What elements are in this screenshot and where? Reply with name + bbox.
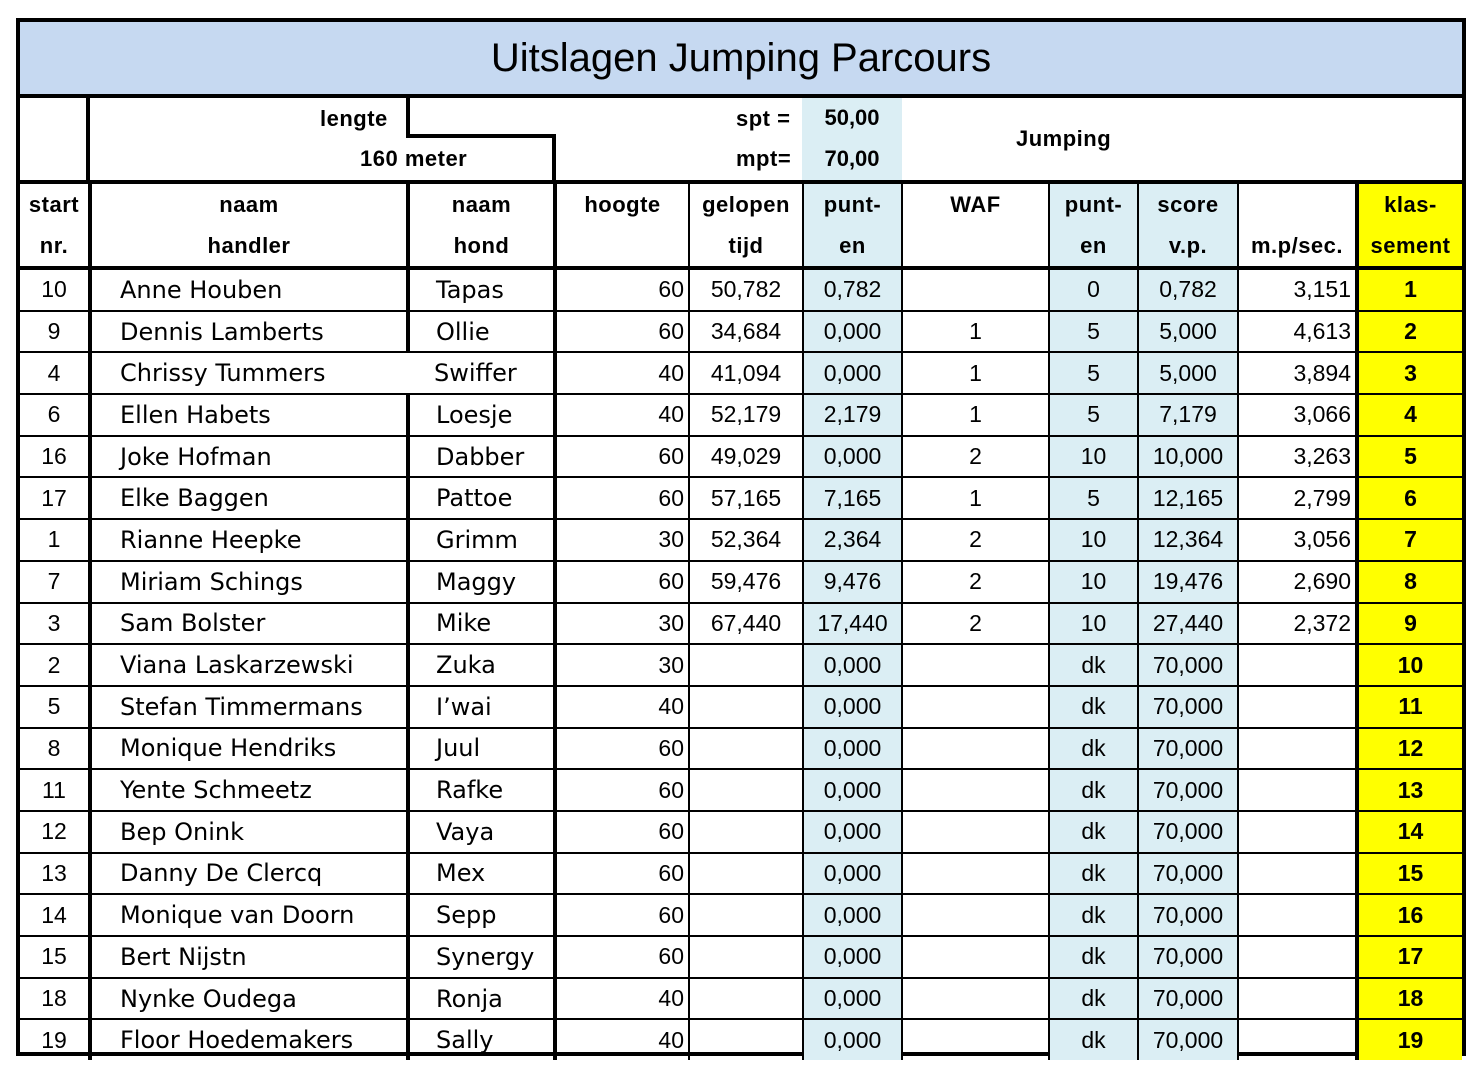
cell-dog: Dabber xyxy=(408,436,555,478)
cell-handler: Bert Nijstn xyxy=(90,936,408,978)
cell-height: 60 xyxy=(555,561,689,603)
cell-waf-points: dk xyxy=(1049,769,1138,811)
cell-score: 70,000 xyxy=(1138,728,1238,770)
cell-time: 59,476 xyxy=(689,561,803,603)
meta-divider xyxy=(86,98,90,180)
cell-height: 60 xyxy=(555,936,689,978)
cell-height: 60 xyxy=(555,728,689,770)
cell-waf: 2 xyxy=(902,561,1049,603)
table-row xyxy=(20,936,1462,978)
cell-dog: Synergy xyxy=(408,936,555,978)
header-rank: klas- xyxy=(1357,184,1462,225)
cell-score: 70,000 xyxy=(1138,1019,1238,1060)
cell-handler: Bep Onink xyxy=(90,811,408,853)
cell-handler: Anne Houben xyxy=(90,268,408,311)
cell-rank: 14 xyxy=(1357,811,1462,853)
cell-start: 2 xyxy=(20,644,90,686)
cell-rank: 3 xyxy=(1357,352,1462,394)
cell-time-points: 0,000 xyxy=(803,728,902,770)
cell-speed xyxy=(1238,644,1357,686)
cell-handler: Sam Bolster xyxy=(90,603,408,645)
header-start: nr. xyxy=(20,225,90,268)
cell-score: 12,165 xyxy=(1138,477,1238,519)
cell-height: 60 xyxy=(555,436,689,478)
cell-score: 12,364 xyxy=(1138,519,1238,561)
cell-waf-points: 5 xyxy=(1049,477,1138,519)
spt-value: 50,00 xyxy=(802,98,902,138)
cell-height: 60 xyxy=(555,894,689,936)
cell-rank: 19 xyxy=(1357,1019,1462,1060)
cell-waf xyxy=(902,728,1049,770)
cell-time-points: 17,440 xyxy=(803,603,902,645)
table-row xyxy=(20,811,1462,853)
cell-handler: Stefan Timmermans xyxy=(90,686,408,728)
lengte-label: lengte xyxy=(320,106,388,131)
cell-score: 10,000 xyxy=(1138,436,1238,478)
cell-dog: Pattoe xyxy=(408,477,555,519)
cell-speed xyxy=(1238,853,1357,895)
cell-rank: 9 xyxy=(1357,603,1462,645)
cell-dog: Maggy xyxy=(408,561,555,603)
cell-height: 40 xyxy=(555,978,689,1020)
cell-speed: 3,066 xyxy=(1238,394,1357,436)
cell-time-points: 2,364 xyxy=(803,519,902,561)
cell-time-points: 0,000 xyxy=(803,352,902,394)
cell-start: 10 xyxy=(41,276,67,303)
header-time: tijd xyxy=(689,225,803,268)
cell-waf: 2 xyxy=(902,603,1049,645)
cell-waf-points: 10 xyxy=(1049,519,1138,561)
cell-time-points: 9,476 xyxy=(803,561,902,603)
cell-waf-points: 10 xyxy=(1049,436,1138,478)
table-row xyxy=(20,978,1462,1020)
cell-time xyxy=(689,1019,803,1060)
cell-score: 70,000 xyxy=(1138,644,1238,686)
cell-height: 30 xyxy=(555,644,689,686)
cell-speed: 2,799 xyxy=(1238,477,1357,519)
cell-waf-points: dk xyxy=(1049,978,1138,1020)
cell-waf xyxy=(902,978,1049,1020)
cell-speed: 3,056 xyxy=(1238,519,1357,561)
cell-handler: Yente Schmeetz xyxy=(90,769,408,811)
cell-score: 19,476 xyxy=(1138,561,1238,603)
cell-score: 70,000 xyxy=(1138,894,1238,936)
cell-time-points: 2,179 xyxy=(803,394,902,436)
cell-speed xyxy=(1238,728,1357,770)
cell-score: 7,179 xyxy=(1138,394,1238,436)
header-waf: WAF xyxy=(902,184,1049,225)
cell-rank: 4 xyxy=(1357,394,1462,436)
cell-waf-points: dk xyxy=(1049,686,1138,728)
cell-dog: I’wai xyxy=(408,686,555,728)
results-sheet xyxy=(16,18,1466,1056)
cell-waf: 2 xyxy=(902,519,1049,561)
cell-speed xyxy=(1238,936,1357,978)
table-row xyxy=(20,561,1462,603)
cell-time: 49,029 xyxy=(689,436,803,478)
cell-speed xyxy=(1238,1019,1357,1060)
cell-dog: Mex xyxy=(408,853,555,895)
cell-rank: 7 xyxy=(1357,519,1462,561)
cell-handler: Dennis Lamberts xyxy=(90,311,408,353)
cell-dog: Sally xyxy=(408,1019,555,1060)
cell-waf xyxy=(902,853,1049,895)
cell-waf-points: dk xyxy=(1049,728,1138,770)
cell-waf-points: 5 xyxy=(1049,352,1138,394)
cell-time-points: 0,000 xyxy=(803,769,902,811)
cell-start: 6 xyxy=(20,394,90,436)
cell-start: 5 xyxy=(20,686,90,728)
spt-label: spt = xyxy=(736,106,791,131)
table-row xyxy=(20,894,1462,936)
cell-rank: 1 xyxy=(1357,268,1462,311)
table-row xyxy=(20,728,1462,770)
cell-waf-points: 5 xyxy=(1049,311,1138,353)
cell-score: 5,000 xyxy=(1138,311,1238,353)
cell-height: 60 xyxy=(555,769,689,811)
cell-dog: Zuka xyxy=(408,644,555,686)
header-start: start xyxy=(28,191,80,217)
cell-waf-points: dk xyxy=(1049,1019,1138,1060)
cell-start: 18 xyxy=(20,978,90,1020)
cell-waf: 1 xyxy=(902,394,1049,436)
cell-score: 70,000 xyxy=(1138,978,1238,1020)
cell-score: 0,782 xyxy=(1138,268,1238,311)
cell-score: 5,000 xyxy=(1138,352,1238,394)
header-waf-points: en xyxy=(1049,225,1138,268)
cell-handler: Miriam Schings xyxy=(90,561,408,603)
cell-waf-points: 0 xyxy=(1049,268,1138,311)
cell-time-points: 7,165 xyxy=(803,477,902,519)
cell-time xyxy=(689,728,803,770)
lengte-value: 160 meter xyxy=(360,146,468,171)
cell-rank: 5 xyxy=(1357,436,1462,478)
cell-rank: 15 xyxy=(1357,853,1462,895)
cell-height: 30 xyxy=(555,603,689,645)
cell-handler: Rianne Heepke xyxy=(90,519,408,561)
cell-time xyxy=(689,644,803,686)
cell-rank: 8 xyxy=(1357,561,1462,603)
cell-time xyxy=(689,936,803,978)
cell-handler: Nynke Oudega xyxy=(90,978,408,1020)
cell-waf-points: dk xyxy=(1049,644,1138,686)
cell-waf-points: 10 xyxy=(1049,561,1138,603)
cell-start: 1 xyxy=(20,519,90,561)
cell-speed: 3,263 xyxy=(1238,436,1357,478)
cell-waf xyxy=(902,1019,1049,1060)
cell-start: 7 xyxy=(20,561,90,603)
table-row xyxy=(20,311,1462,353)
cell-waf-points: dk xyxy=(1049,853,1138,895)
page-title: Uitslagen Jumping Parcours xyxy=(20,22,1462,98)
cell-rank: 11 xyxy=(1357,686,1462,728)
cell-time-points: 0,000 xyxy=(803,853,902,895)
cell-time xyxy=(689,811,803,853)
cell-waf: 1 xyxy=(902,352,1049,394)
cell-time-points: 0,000 xyxy=(803,1019,902,1060)
cell-height: 30 xyxy=(555,519,689,561)
mpt-label: mpt= xyxy=(736,146,792,171)
cell-handler: Ellen Habets xyxy=(90,394,408,436)
header-rank: sement xyxy=(1357,225,1462,268)
cell-time: 50,782 xyxy=(689,268,803,311)
cell-waf xyxy=(902,268,1049,311)
cell-time: 52,179 xyxy=(689,394,803,436)
cell-dog: Tapas xyxy=(408,268,555,311)
discipline-label: Jumping xyxy=(1016,126,1112,151)
header-handler: handler xyxy=(90,225,408,268)
cell-height: 40 xyxy=(555,394,689,436)
header-row xyxy=(20,225,1462,268)
cell-waf-points: dk xyxy=(1049,936,1138,978)
header-time: gelopen xyxy=(689,184,803,225)
cell-time-points: 0,000 xyxy=(803,686,902,728)
cell-handler: Joke Hofman xyxy=(90,436,408,478)
cell-dog: Rafke xyxy=(408,769,555,811)
cell-rank: 12 xyxy=(1357,728,1462,770)
cell-speed: 2,372 xyxy=(1238,603,1357,645)
table-row xyxy=(20,436,1462,478)
cell-height: 40 xyxy=(555,686,689,728)
cell-time-points: 0,000 xyxy=(803,978,902,1020)
cell-score: 70,000 xyxy=(1138,769,1238,811)
cell-time-points: 0,782 xyxy=(803,268,902,311)
cell-height: 60 xyxy=(555,477,689,519)
cell-time xyxy=(689,978,803,1020)
cell-rank: 2 xyxy=(1357,311,1462,353)
cell-speed: 3,894 xyxy=(1238,352,1357,394)
header-waf-points: punt- xyxy=(1049,184,1138,225)
cell-waf xyxy=(902,686,1049,728)
cell-height: 40 xyxy=(555,1019,689,1060)
mpt-value: 70,00 xyxy=(802,138,902,180)
course-info xyxy=(20,98,1462,184)
cell-start: 12 xyxy=(20,811,90,853)
cell-dog: Ronja xyxy=(408,978,555,1020)
table-row xyxy=(20,603,1462,645)
table-row xyxy=(20,1019,1462,1060)
table-row xyxy=(20,686,1462,728)
table-row xyxy=(20,853,1462,895)
cell-handler: Danny De Clercq xyxy=(90,853,408,895)
cell-dog: Vaya xyxy=(408,811,555,853)
cell-time: 57,165 xyxy=(689,477,803,519)
step-line xyxy=(406,98,410,136)
cell-time: 52,364 xyxy=(689,519,803,561)
table-row xyxy=(20,769,1462,811)
cell-speed: 2,690 xyxy=(1238,561,1357,603)
header-handler: naam xyxy=(90,184,408,225)
cell-score: 70,000 xyxy=(1138,936,1238,978)
cell-dog: Swiffer xyxy=(408,352,555,394)
cell-handler: Floor Hoedemakers xyxy=(90,1019,408,1060)
cell-start: 17 xyxy=(20,477,90,519)
cell-score: 70,000 xyxy=(1138,811,1238,853)
cell-dog: Grimm xyxy=(408,519,555,561)
cell-score: 27,440 xyxy=(1138,603,1238,645)
cell-waf xyxy=(902,769,1049,811)
cell-start: 8 xyxy=(20,728,90,770)
cell-rank: 18 xyxy=(1357,978,1462,1020)
cell-rank: 17 xyxy=(1357,936,1462,978)
cell-time-points: 0,000 xyxy=(803,936,902,978)
cell-speed xyxy=(1238,978,1357,1020)
cell-start: 9 xyxy=(20,311,90,353)
cell-start: 19 xyxy=(20,1019,90,1060)
cell-handler: Elke Baggen xyxy=(90,477,408,519)
cell-waf xyxy=(902,644,1049,686)
step-line xyxy=(406,134,556,138)
cell-time xyxy=(689,686,803,728)
cell-waf: 2 xyxy=(902,436,1049,478)
results-table xyxy=(20,184,1462,1060)
cell-start: 3 xyxy=(20,603,90,645)
cell-time xyxy=(689,853,803,895)
cell-waf: 1 xyxy=(902,311,1049,353)
cell-speed: 4,613 xyxy=(1238,311,1357,353)
cell-rank: 13 xyxy=(1357,769,1462,811)
cell-dog: Sepp xyxy=(408,894,555,936)
cell-time-points: 0,000 xyxy=(803,811,902,853)
cell-score: 70,000 xyxy=(1138,686,1238,728)
cell-start: 14 xyxy=(20,894,90,936)
header-speed: m.p/sec. xyxy=(1238,225,1357,268)
cell-rank: 10 xyxy=(1357,644,1462,686)
cell-waf xyxy=(902,936,1049,978)
header-time-points: punt- xyxy=(803,184,902,225)
cell-handler: Monique Hendriks xyxy=(90,728,408,770)
cell-time: 41,094 xyxy=(689,352,803,394)
cell-start: 11 xyxy=(20,769,90,811)
header-height xyxy=(555,225,689,268)
cell-waf-points: 10 xyxy=(1049,603,1138,645)
cell-rank: 6 xyxy=(1357,477,1462,519)
table-row xyxy=(20,352,1462,394)
header-dog: hond xyxy=(408,225,555,268)
cell-dog: Juul xyxy=(408,728,555,770)
cell-height: 60 xyxy=(555,268,689,311)
step-line xyxy=(552,134,556,184)
header-waf xyxy=(902,225,1049,268)
cell-dog: Loesje xyxy=(408,394,555,436)
cell-waf-points: 5 xyxy=(1049,394,1138,436)
cell-time xyxy=(689,769,803,811)
cell-time: 67,440 xyxy=(689,603,803,645)
cell-handler: Monique van Doorn xyxy=(90,894,408,936)
cell-time-points: 0,000 xyxy=(803,644,902,686)
cell-time xyxy=(689,894,803,936)
cell-speed xyxy=(1238,894,1357,936)
cell-time-points: 0,000 xyxy=(803,436,902,478)
cell-dog: Ollie xyxy=(408,311,555,353)
cell-dog: Mike xyxy=(408,603,555,645)
cell-waf: 1 xyxy=(902,477,1049,519)
cell-waf xyxy=(902,894,1049,936)
cell-height: 60 xyxy=(555,853,689,895)
cell-score: 70,000 xyxy=(1138,853,1238,895)
cell-waf xyxy=(902,811,1049,853)
cell-speed xyxy=(1238,686,1357,728)
cell-time: 34,684 xyxy=(689,311,803,353)
header-height: hoogte xyxy=(555,184,689,225)
table-row xyxy=(20,394,1462,436)
cell-height: 60 xyxy=(555,311,689,353)
cell-speed xyxy=(1238,811,1357,853)
cell-start: 16 xyxy=(20,436,90,478)
cell-time-points: 0,000 xyxy=(803,894,902,936)
cell-height: 40 xyxy=(555,352,689,394)
header-speed xyxy=(1238,184,1357,225)
cell-rank: 16 xyxy=(1357,894,1462,936)
table-row xyxy=(20,477,1462,519)
cell-handler: Viana Laskarzewski xyxy=(90,644,408,686)
cell-start: 15 xyxy=(20,936,90,978)
header-score: score xyxy=(1138,184,1238,225)
header-row xyxy=(20,184,1462,225)
cell-height: 60 xyxy=(555,811,689,853)
header-dog: naam xyxy=(408,184,555,225)
header-time-points: en xyxy=(803,225,902,268)
cell-start: 13 xyxy=(20,853,90,895)
cell-handler: Chrissy Tummers xyxy=(90,352,408,394)
cell-speed xyxy=(1238,769,1357,811)
table-row xyxy=(20,519,1462,561)
cell-start: 4 xyxy=(20,352,90,394)
table-row xyxy=(20,644,1462,686)
cell-waf-points: dk xyxy=(1049,811,1138,853)
header-score: v.p. xyxy=(1138,225,1238,268)
cell-speed: 3,151 xyxy=(1238,268,1357,311)
cell-waf-points: dk xyxy=(1049,894,1138,936)
cell-time-points: 0,000 xyxy=(803,311,902,353)
results-body xyxy=(20,268,1462,1060)
table-row xyxy=(20,268,1462,311)
